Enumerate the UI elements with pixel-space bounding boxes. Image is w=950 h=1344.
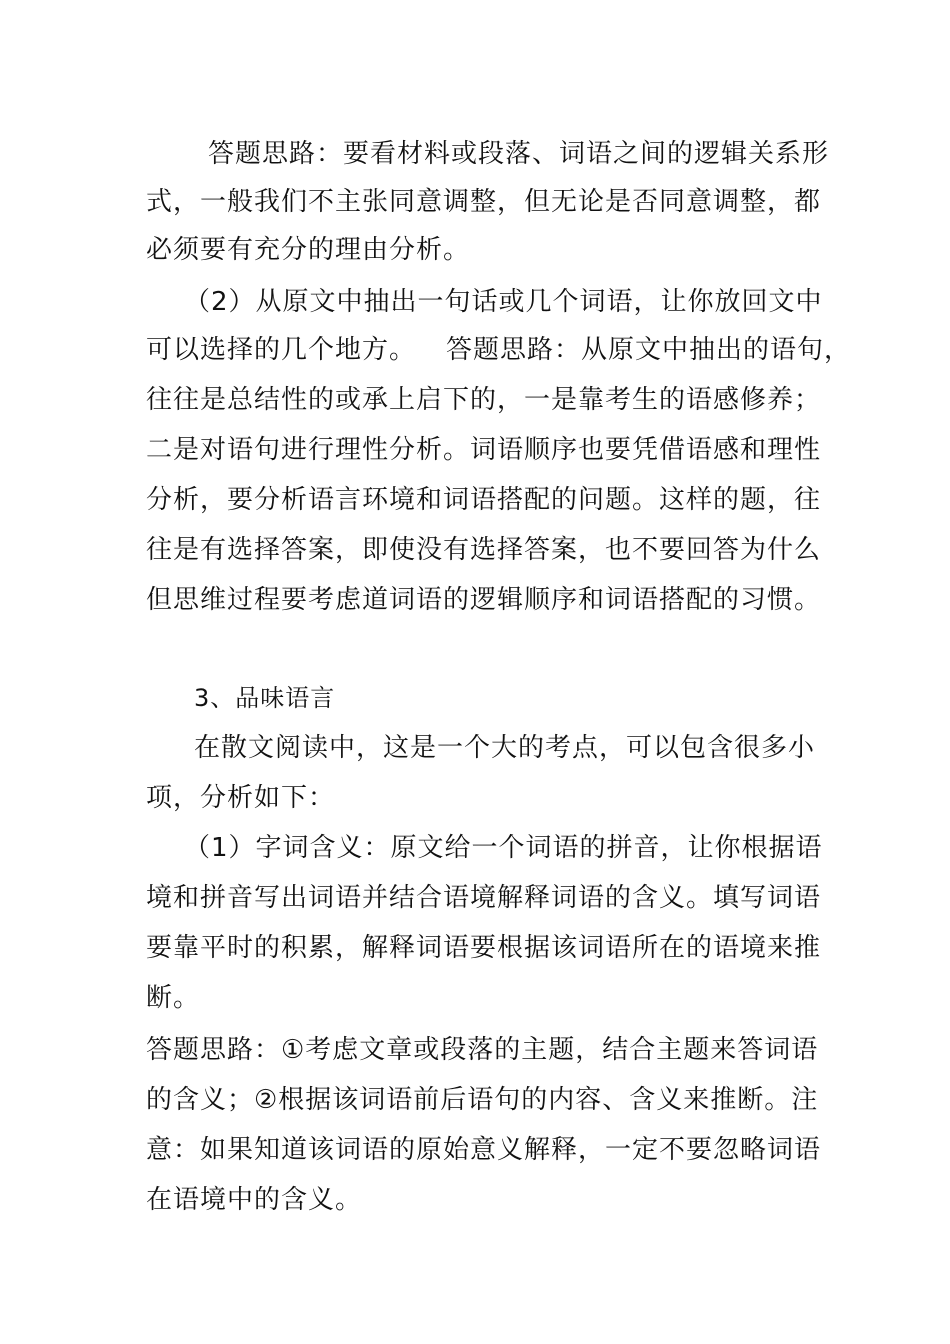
text-line: 答题思路：要看材料或段落、词语之间的逻辑关系形 [208, 139, 830, 169]
text-line: （2）从原文中抽出一句话或几个词语，让你放回文中 [184, 287, 823, 317]
text-line: 在散文阅读中，这是一个大的考点，可以包含很多小 [194, 733, 816, 763]
text-line: 但思维过程要考虑道词语的逻辑顺序和词语搭配的习惯。 [146, 585, 822, 615]
text-line: 境和拼音写出词语并结合语境解释词语的含义。填写词语 [146, 883, 822, 913]
text-line: 答题思路：①考虑文章或段落的主题，结合主题来答词语 [146, 1035, 819, 1065]
text-line: 必须要有充分的理由分析。 [146, 235, 471, 265]
text-span: 可以选择的几个地方。 [146, 335, 417, 365]
section-heading: 3、品味语言 [194, 684, 336, 712]
text-line: 项，分析如下： [146, 783, 336, 813]
text-line: （1）字词含义：原文给一个词语的拼音，让你根据语 [184, 833, 823, 863]
text-line: 意：如果知道该词语的原始意义解释，一定不要忽略词语 [146, 1135, 822, 1165]
text-line: 要靠平时的积累，解释词语要根据该词语所在的语境来推 [146, 933, 822, 963]
text-line: 在语境中的含义。 [146, 1185, 363, 1215]
text-line: 往往是总结性的或承上启下的，一是靠考生的语感修养； [146, 385, 822, 415]
text-span: 答题思路：从原文中抽出的语句， [446, 335, 852, 365]
text-line: 的含义；②根据该词语前后语句的内容、含义来推断。注 [146, 1085, 819, 1115]
text-line [146, 330, 851, 370]
text-line: 往是有选择答案，即使没有选择答案，也不要回答为什么 [146, 535, 822, 565]
text-line: 断。 [146, 983, 201, 1013]
text-line: 二是对语句进行理性分析。词语顺序也要凭借语感和理性 [146, 435, 822, 465]
text-line: 式，一般我们不主张同意调整，但无论是否同意调整，都 [146, 187, 822, 217]
text-line: 分析，要分析语言环境和词语搭配的问题。这样的题，往 [146, 485, 822, 515]
